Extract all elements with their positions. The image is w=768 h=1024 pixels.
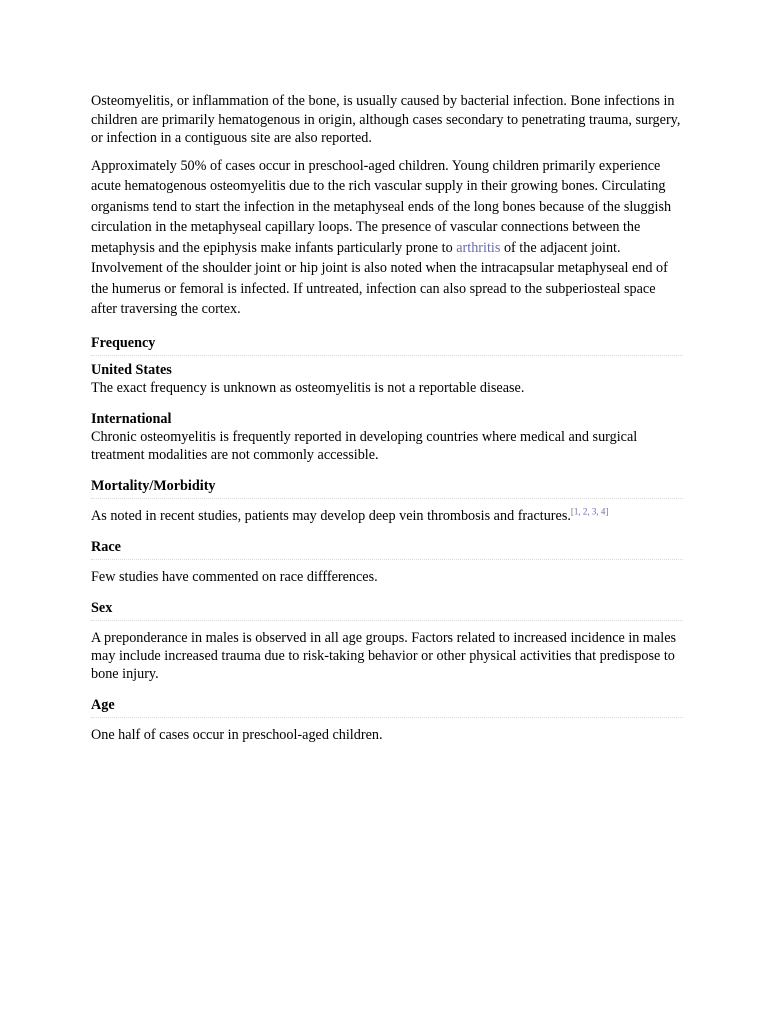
intro-paragraph-1: Osteomyelitis, or inflammation of the bone, is usually caused by bacterial infection. Bone infections in children are primarily hematogenous in origin, although cases secondary to penetrating trauma, surgery, or infection in a contiguous site are also reported. [91, 93, 681, 146]
mortality-text-body: As noted in recent studies, patients may develop deep vein thrombosis and fractures. [91, 507, 571, 524]
race-text: Few studies have commented on race diffferences. [91, 568, 378, 585]
united-states-text: The exact frequency is unknown as osteomyelitis is not a reportable disease. [91, 379, 525, 396]
frequency-heading: Frequency [91, 334, 683, 356]
frequency-section [91, 334, 683, 464]
age-text: One half of cases occur in preschool-aged children. [91, 726, 383, 743]
age-heading: Age [91, 696, 683, 718]
race-heading: Race [91, 538, 683, 560]
intro-paragraph-2 [91, 156, 683, 320]
mortality-heading: Mortality/Morbidity [91, 477, 683, 499]
document-page [91, 92, 683, 744]
intro-paragraph-2-text-a: Approximately 50% of cases occur in preschool-aged children. Young children primarily experience acute hematogenous osteomyelitis due to the rich vascular supply in their growing bones. Circulating organisms tend to start the infection in the metaphyseal ends of the long bones because of the sluggish circulation in the metaphyseal capillary loops. The presence of vascular connections between the metaphysis and the epiphysis make infants particularly prone to [91, 157, 672, 256]
arthritis-link[interactable]: arthritis [456, 239, 501, 256]
international-text: Chronic osteomyelitis is frequently reported in developing countries where medical and surgical treatment modalities are not commonly accessible. [91, 428, 638, 463]
age-section [91, 696, 683, 744]
mortality-references-link[interactable]: [1, 2, 3, 4] [570, 505, 609, 516]
sex-section [91, 599, 683, 683]
international-heading: International [91, 410, 172, 427]
sex-heading: Sex [91, 599, 683, 621]
united-states-heading: United States [91, 361, 172, 378]
sex-text: A preponderance in males is observed in all age groups. Factors related to increased incidence in males may include increased trauma due to risk-taking behavior or other physical activities that predispose to bone injury. [91, 629, 677, 682]
mortality-section [91, 477, 683, 525]
intro-paragraph-2-text-b: of the adjacent joint. Involvement of the shoulder joint or hip joint is also noted when the intracapsular metaphyseal end of the humerus or femoral is infected. If untreated, infection can also spread to the subperiosteal space after traversing the cortex. [91, 239, 668, 317]
mortality-text [91, 507, 683, 525]
race-section [91, 538, 683, 586]
